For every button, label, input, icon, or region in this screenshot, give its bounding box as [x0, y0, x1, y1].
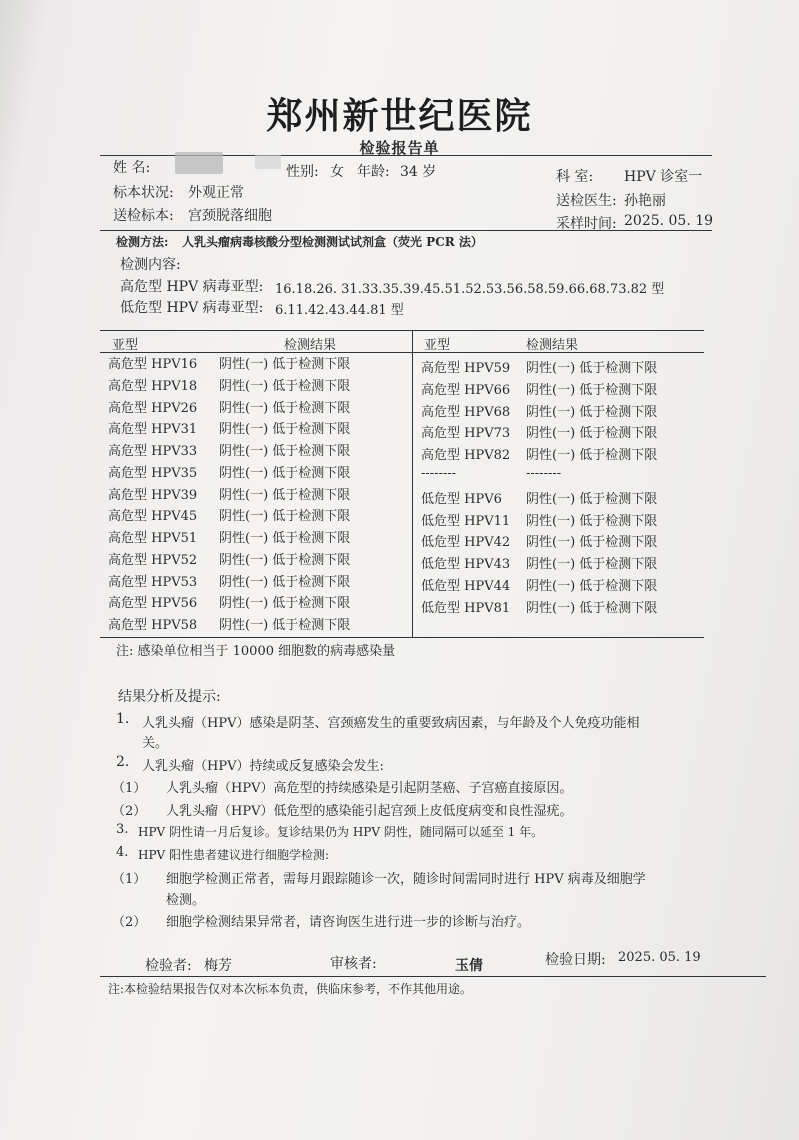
redacted-name	[175, 152, 223, 174]
table-row-subtype: 高危型 HPV16	[108, 357, 198, 372]
info-divider	[100, 230, 712, 231]
method-label: 检测方法:	[116, 235, 169, 249]
table-row-result: 阴性(一) 低于检测下限	[219, 575, 351, 590]
analysis-title: 结果分析及提示:	[118, 689, 221, 705]
table-row-subtype: 低危型 HPV81	[421, 601, 511, 616]
table-center-divider	[412, 330, 413, 637]
table-row-subtype: 低危型 HPV44	[421, 579, 511, 594]
sub-item-number: （1）	[112, 872, 147, 887]
table-row-result: --------	[526, 466, 562, 481]
table-row-subtype: 高危型 HPV51	[108, 531, 198, 546]
department-label: 科 室:	[556, 169, 594, 185]
table-row-subtype: 高危型 HPV31	[108, 422, 198, 437]
high-risk-types: 16.18.26. 31.33.35.39.45.51.52.53.56.58.59.66.68.73.82 型	[275, 282, 665, 297]
footer-divider	[100, 976, 766, 977]
analysis-item-4: HPV 阳性患者建议进行细胞学检测:	[138, 848, 330, 862]
table-row-result: 阴性(一) 低于检测下限	[526, 579, 658, 594]
sub-item-number: （2）	[112, 804, 147, 819]
table-row-subtype: 低危型 HPV6	[421, 492, 502, 507]
table-row-subtype: 高危型 HPV56	[108, 596, 198, 611]
table-note: 注: 感染单位相当于 10000 细胞数的病毒感染量	[116, 644, 396, 659]
specimen-status-label: 标本状况:	[113, 185, 174, 201]
method-value: 人乳头瘤病毒核酸分型检测测试试剂盒（荧光 PCR 法）	[182, 235, 483, 249]
table-row-subtype: 高危型 HPV39	[108, 488, 198, 503]
col-result-right: 检测结果	[526, 338, 579, 353]
table-row-subtype: 高危型 HPV18	[108, 379, 198, 394]
analysis-item-4-1: 细胞学检测正常者，需每月跟踪随诊一次，随诊时间需同时进行 HPV 病毒及细胞学	[166, 872, 646, 887]
table-row-result: 阴性(一) 低于检测下限	[219, 357, 351, 372]
table-row-result: 阴性(一) 低于检测下限	[526, 492, 658, 507]
content-label: 检测内容:	[120, 257, 181, 273]
table-row-result: 阴性(一) 低于检测下限	[526, 361, 658, 376]
table-row-result: 阴性(一) 低于检测下限	[526, 448, 658, 463]
inspector-label: 检验者:	[145, 958, 192, 974]
high-risk-label: 高危型 HPV 病毒亚型:	[120, 279, 264, 295]
table-row-subtype: 高危型 HPV26	[108, 401, 198, 416]
analysis-item-2-2: 人乳头瘤（HPV）低危型的感染能引起宫颈上皮低度病变和良性湿疣。	[166, 804, 573, 819]
table-row-result: 阴性(一) 低于检测下限	[219, 596, 351, 611]
item-number: 4.	[116, 845, 129, 860]
item-number: 1.	[116, 711, 130, 727]
col-subtype-left: 亚型	[112, 338, 139, 353]
low-risk-types: 6.11.42.43.44.81 型	[275, 303, 404, 318]
redacted-mark	[255, 155, 281, 169]
table-row-result: 阴性(一) 低于检测下限	[526, 514, 658, 529]
low-risk-label: 低危型 HPV 病毒亚型:	[120, 300, 264, 316]
item-number: 3.	[116, 822, 129, 837]
table-row-subtype: 高危型 HPV35	[108, 466, 198, 481]
gender-label: 性别:	[286, 164, 319, 180]
report-title: 检验报告单	[359, 139, 440, 157]
gender-value: 女	[330, 164, 344, 180]
table-row-subtype: 高危型 HPV66	[421, 383, 511, 398]
disclaimer: 注:本检验结果报告仅对本次标本负责，供临床参考，不作其他用途。	[108, 982, 473, 996]
col-subtype-right: 亚型	[424, 338, 451, 353]
sub-item-number: （1）	[112, 781, 147, 796]
date-value: 2025. 05. 19	[618, 950, 701, 965]
table-row-result: 阴性(一) 低于检测下限	[526, 601, 658, 616]
name-label: 姓 名:	[113, 160, 151, 176]
table-row-subtype: 低危型 HPV11	[421, 514, 511, 529]
table-row-result: 阴性(一) 低于检测下限	[526, 405, 658, 420]
table-row-result: 阴性(一) 低于检测下限	[526, 535, 658, 550]
analysis-item-4-2: 细胞学检测结果异常者，请咨询医生进行进一步的诊断与治疗。	[166, 915, 531, 930]
sample-time-value: 2025. 05. 19	[624, 213, 714, 229]
table-row-result: 阴性(一) 低于检测下限	[526, 426, 658, 441]
table-row-subtype: 高危型 HPV53	[108, 575, 198, 590]
specimen-value: 宫颈脱落细胞	[188, 208, 272, 224]
table-row-subtype: 高危型 HPV82	[421, 448, 511, 463]
table-row-subtype: 高危型 HPV45	[108, 509, 198, 524]
table-row-subtype: 低危型 HPV43	[421, 557, 511, 572]
doctor-value: 孙艳丽	[624, 193, 666, 209]
table-row-subtype: 高危型 HPV73	[421, 426, 511, 441]
table-row-result: 阴性(一) 低于检测下限	[219, 466, 351, 481]
table-row-result: 阴性(一) 低于检测下限	[219, 488, 351, 503]
table-row-result: 阴性(一) 低于检测下限	[219, 553, 351, 568]
table-row-result: 阴性(一) 低于检测下限	[219, 618, 351, 633]
analysis-item-1: 人乳头瘤（HPV）感染是阴茎、宫颈癌发生的重要致病因素，与年龄及个人免疫功能相	[142, 716, 640, 731]
age-value: 34 岁	[400, 164, 437, 180]
age-label: 年龄:	[357, 164, 390, 180]
department-value: HPV 诊室一	[624, 169, 703, 185]
table-row-result: 阴性(一) 低于检测下限	[219, 379, 351, 394]
table-row-subtype: 高危型 HPV68	[421, 405, 511, 420]
col-result-left: 检测结果	[284, 338, 337, 353]
analysis-item-3: HPV 阴性请一月后复诊。复诊结果仍为 HPV 阴性，随同隔可以延至 1 年。	[138, 825, 544, 839]
table-row-subtype: 高危型 HPV52	[108, 553, 198, 568]
table-row-result: 阴性(一) 低于检测下限	[219, 401, 351, 416]
hospital-name: 郑州新世纪医院	[266, 95, 533, 137]
table-bottom-line	[100, 637, 704, 638]
analysis-item-4-1-cont: 检测。	[166, 893, 206, 908]
table-row-result: 阴性(一) 低于检测下限	[219, 444, 351, 459]
analysis-item-2: 人乳头瘤（HPV）持续或反复感染会发生:	[142, 759, 384, 774]
reviewer-signature: 玉倩	[455, 958, 483, 974]
specimen-status-value: 外观正常	[188, 185, 244, 201]
table-row-result: 阴性(一) 低于检测下限	[219, 509, 351, 524]
doctor-label: 送检医生:	[556, 193, 617, 209]
sub-item-number: （2）	[112, 915, 147, 930]
table-row-subtype: 高危型 HPV33	[108, 444, 198, 459]
item-number: 2.	[116, 754, 130, 770]
table-row-result: 阴性(一) 低于检测下限	[219, 422, 351, 437]
specimen-label: 送检标本:	[113, 208, 174, 224]
inspector-value: 梅芳	[204, 958, 232, 974]
table-row-subtype: 低危型 HPV42	[421, 535, 511, 550]
table-row-subtype: 高危型 HPV58	[108, 618, 198, 633]
table-row-subtype: 高危型 HPV59	[421, 361, 511, 376]
analysis-item-2-1: 人乳头瘤（HPV）高危型的持续感染是引起阴茎癌、子宫癌直接原因。	[166, 781, 573, 796]
table-row-result: 阴性(一) 低于检测下限	[526, 557, 658, 572]
table-row-result: 阴性(一) 低于检测下限	[526, 383, 658, 398]
table-row-result: 阴性(一) 低于检测下限	[219, 531, 351, 546]
analysis-item-1-cont: 关。	[142, 736, 169, 751]
date-label: 检验日期:	[545, 952, 606, 968]
sample-time-label: 采样时间:	[556, 216, 617, 232]
table-top-line	[100, 330, 704, 331]
reviewer-label: 审核者:	[330, 956, 377, 972]
table-row-subtype: --------	[421, 466, 457, 481]
